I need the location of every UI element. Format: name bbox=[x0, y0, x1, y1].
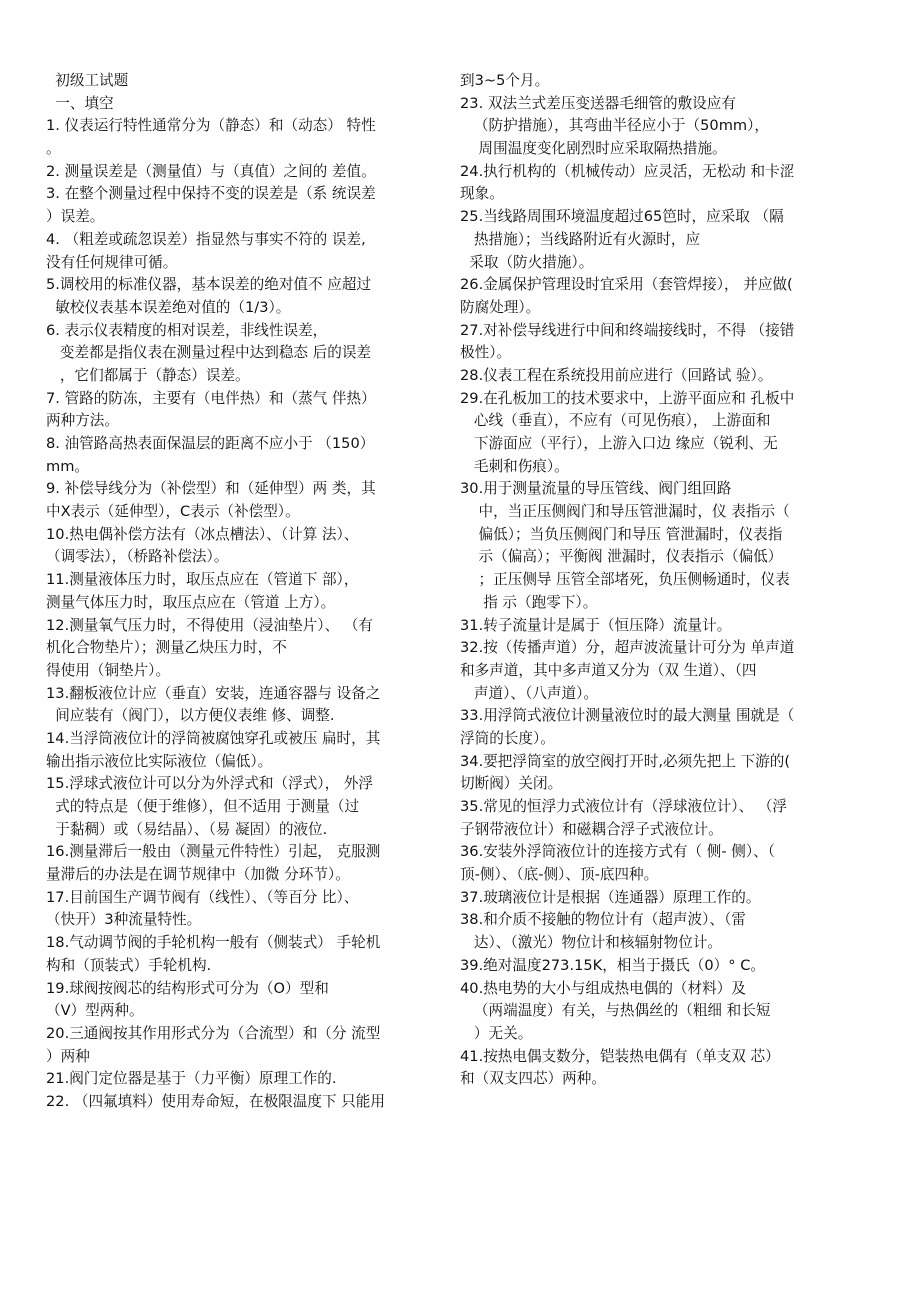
text-line: 测量气体压力时，取压点应在（管道 上方）。 bbox=[46, 593, 336, 611]
text-line: 。 bbox=[46, 140, 61, 158]
text-line: （两端温度）有关，与热偶丝的（粗细 和长短 bbox=[460, 1002, 771, 1020]
text-line: 34.要把浮筒室的放空阀打开时,必须先把上 下游的( bbox=[460, 752, 791, 770]
text-line: 没有任何规律可循。 bbox=[46, 253, 178, 271]
text-line: 一、填空 bbox=[46, 94, 114, 112]
text-line: 32.按（传播声道）分，超声波流量计可分为 单声道 bbox=[460, 639, 795, 657]
text-line: 24.执行机构的（机械传动）应灵活，无松动 和卡涩 bbox=[460, 162, 795, 180]
text-line: 中X表示（延伸型），C表示（补偿型）。 bbox=[46, 503, 300, 521]
text-line: 到3~5个月。 bbox=[460, 72, 550, 89]
text-line: ，它们都属于（静态）误差。 bbox=[46, 366, 250, 384]
text-line: mm。 bbox=[46, 457, 90, 475]
text-line: 3. 在整个测量过程中保持不变的误差是（系 统误差 bbox=[46, 185, 376, 203]
text-line: 初级工试题 bbox=[46, 72, 129, 89]
text-line: 7. 管路的防冻，主要有（电伴热）和（蒸气 伴热） bbox=[46, 389, 376, 407]
text-line: 现象。 bbox=[460, 185, 504, 203]
text-line: 12.测量氧气压力时，不得使用（浸油垫片）、 （有 bbox=[46, 616, 374, 634]
text-line: 5.调校用的标准仪器，基本误差的绝对值不 应超过 bbox=[46, 276, 372, 294]
text-line: （调零法），（桥路补偿法）。 bbox=[46, 548, 229, 566]
text-line: 30.用于测量流量的导压管线、阀门组回路 bbox=[460, 480, 732, 498]
text-line: 和多声道，其中多声道又分为（双 生道）、（四 bbox=[460, 661, 757, 679]
text-line: 达）、（激光）物位计和核辐射物位计。 bbox=[460, 934, 723, 952]
text-line: 偏低）；当负压侧阀门和导压 管泄漏时，仪表指 bbox=[460, 525, 783, 543]
text-line: ；正压侧导 压管全部堵死，负压侧畅通时，仪表 bbox=[460, 571, 790, 589]
text-line: 14.当浮筒液位计的浮筒被腐蚀穿孔或被压 扁时，其 bbox=[46, 729, 381, 747]
text-line: 21.阀门定位器是基于（力平衡）原理工作的. bbox=[46, 1070, 337, 1088]
text-line: 6. 表示仪表精度的相对误差，非线性误差， bbox=[46, 321, 328, 339]
text-line: 间应装有（阀门），以方便仪表维 修、调整. bbox=[46, 707, 335, 725]
text-line: ）两种 bbox=[46, 1047, 90, 1065]
right-column bbox=[460, 70, 872, 1091]
text-line: 16.测量滞后一般由（测量元件特性）引起， 克服测 bbox=[46, 843, 381, 861]
text-line: 式的特点是（便于维修），但不适用 于测量（过 bbox=[46, 798, 360, 815]
text-line: 机化合物垫片）；测量乙炔压力时，不 bbox=[46, 639, 287, 657]
text-line: 和（双支四芯）两种。 bbox=[460, 1070, 606, 1088]
text-line: 27.对补偿导线进行中间和终端接线时，不得 （接错 bbox=[460, 321, 795, 339]
text-line: 31.转子流量计是属于（恒压降）流量计。 bbox=[460, 616, 732, 634]
text-line: 35.常见的恒浮力式液位计有（浮球液位计）、 （浮 bbox=[460, 798, 788, 815]
text-line: 采取（防火措施）。 bbox=[460, 253, 594, 271]
text-line: 11.测量液体压力时，取压点应在（管道下 部）， bbox=[46, 571, 359, 589]
text-line: 28.仪表工程在系统投用前应进行（回路试 验）。 bbox=[460, 366, 773, 384]
text-line: 顶-侧）、（底-侧）、顶-底四种。 bbox=[460, 866, 659, 884]
text-line: 输出指示液位比实际液位（偏低）。 bbox=[46, 752, 273, 770]
text-line: 得使用（铜垫片）。 bbox=[46, 661, 171, 679]
text-line: 防腐处理）。 bbox=[460, 298, 541, 316]
text-line: 声道）、（八声道）。 bbox=[460, 684, 598, 702]
text-line: （V）型两种。 bbox=[46, 1002, 144, 1020]
text-line: 19.球阀按阀芯的结构形式可分为（O）型和 bbox=[46, 979, 329, 997]
text-line: 17.目前国生产调节阀有（线性）、（等百分 比）、 bbox=[46, 888, 359, 906]
text-line: 23. 双法兰式差压变送器毛细管的敷设应有 bbox=[460, 94, 736, 112]
text-line: 子钢带液位计）和磁耦合浮子式液位计。 bbox=[460, 820, 723, 838]
text-line: 38.和介质不接触的物位计有（超声波）、（雷 bbox=[460, 911, 746, 929]
text-line: 41.按热电偶支数分，铠装热电偶有（单支双 芯） bbox=[460, 1047, 780, 1065]
text-line: 敏校仪表基本误差绝对值的（1/3）。 bbox=[46, 298, 291, 316]
text-line: ）误差。 bbox=[46, 208, 105, 226]
left-column bbox=[46, 70, 454, 1114]
text-line: 37.玻璃液位计是根据（连通器）原理工作的。 bbox=[460, 888, 761, 906]
text-line: 2. 测量误差是（测量值）与（真值）之间的 差值。 bbox=[46, 162, 376, 180]
text-line: 极性）。 bbox=[460, 344, 512, 362]
text-line: 热措施）；当线路附近有火源时，应 bbox=[460, 230, 701, 248]
text-line: （快开）3种流量特性。 bbox=[46, 911, 202, 929]
text-line: 13.翻板液位计应（垂直）安装，连通容器与 设备之 bbox=[46, 684, 381, 702]
text-line: 指 示（跑零下）。 bbox=[460, 593, 598, 611]
text-line: 10.热电偶补偿方法有（冰点槽法）、（计算 法）、 bbox=[46, 525, 359, 543]
text-line: （防护措施），其弯曲半径应小于（50mm）， bbox=[460, 117, 770, 135]
text-line: 36.安装外浮筒液位计的连接方式有（ 侧- 侧）、（ bbox=[460, 843, 776, 861]
text-line: 于黏稠）或（易结晶）、（易 凝固）的液位. bbox=[46, 820, 328, 838]
text-line: 周围温度变化剧烈时应采取隔热措施。 bbox=[460, 140, 727, 158]
text-line: 40.热电势的大小与组成热电偶的（材料）及 bbox=[460, 979, 746, 997]
text-line: 22. （四氟填料）使用寿命短，在极限温度下 只能用 bbox=[46, 1092, 385, 1110]
text-line: 浮筒的长度）。 bbox=[460, 729, 555, 747]
text-line: 量滞后的办法是在调节规律中（加微 分环节）。 bbox=[46, 866, 350, 884]
text-line: 9. 补偿导线分为（补偿型）和（延伸型）两 类，其 bbox=[46, 480, 376, 498]
text-line: 8. 油管路高热表面保温层的距离不应小于 （150） bbox=[46, 435, 375, 452]
text-line: 变差都是指仪表在测量过程中达到稳态 后的误差 bbox=[46, 344, 372, 362]
text-line: 示（偏高）；平衡阀 泄漏时，仪表指示（偏低） bbox=[460, 548, 783, 566]
text-line: 33.用浮筒式液位计测量液位时的最大测量 围就是（ bbox=[460, 707, 795, 725]
text-line: 中，当正压侧阀门和导压管泄漏时，仪 表指示（ bbox=[460, 503, 790, 521]
text-line: 15.浮球式液位计可以分为外浮式和（浮式）， 外浮 bbox=[46, 775, 374, 793]
text-line: 1. 仪表运行特性通常分为（静态）和（动态） 特性 bbox=[46, 117, 376, 135]
text-line: 两种方法。 bbox=[46, 412, 119, 430]
text-line: ）无关。 bbox=[460, 1024, 533, 1042]
text-line: 切断阀）关闭。 bbox=[460, 775, 563, 793]
text-line: 心线（垂直），不应有（可见伤痕）， 上游面和 bbox=[460, 412, 771, 430]
text-line: 下游面应（平行），上游入口边 缘应（锐利、无 bbox=[460, 435, 778, 452]
text-line: 18.气动调节阀的手轮机构一般有（侧装式） 手轮机 bbox=[46, 934, 381, 952]
text-line: 39.绝对温度273.15K，相当于摄氏（0）° C。 bbox=[460, 956, 765, 974]
text-line: 25.当线路周围环境温度超过65笆时，应采取 （隔 bbox=[460, 208, 784, 226]
text-line: 构和（顶装式）手轮机构. bbox=[46, 956, 212, 974]
text-line: 29.在孔板加工的技术要求中，上游平面应和 孔板中 bbox=[460, 389, 795, 407]
text-line: 4. （粗差或疏忽误差）指显然与事实不符的 误差, bbox=[46, 230, 366, 248]
text-line: 毛刺和伤痕）。 bbox=[460, 457, 569, 475]
text-line: 20.三通阀按其作用形式分为（合流型）和（分 流型 bbox=[46, 1024, 381, 1042]
text-line: 26.金属保护管理设时宜采用（套管焊接）， 并应做( bbox=[460, 276, 793, 294]
